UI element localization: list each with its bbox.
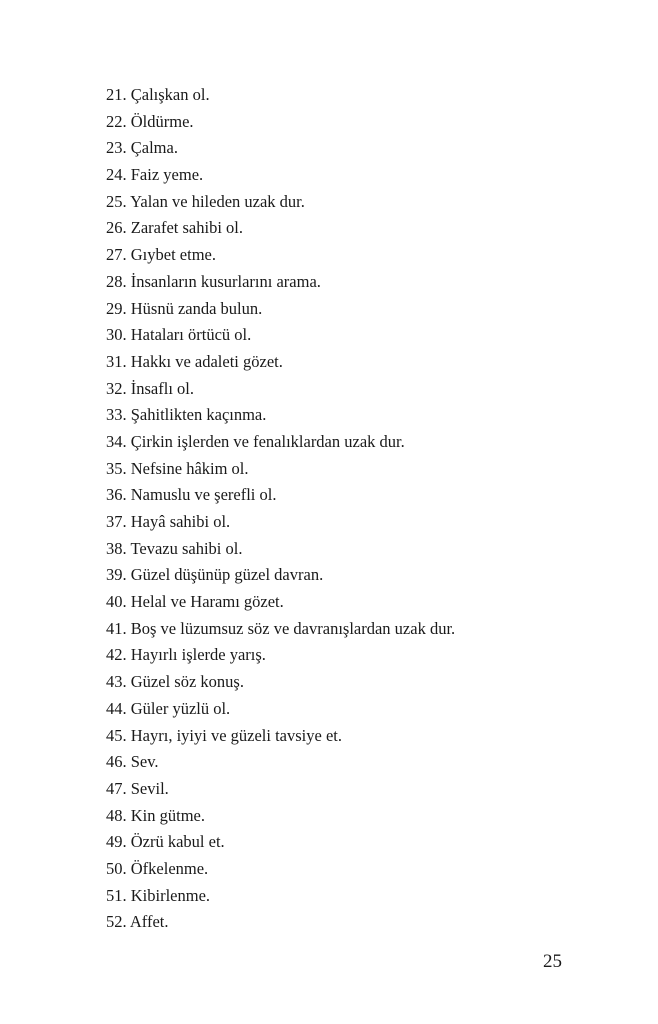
list-item: 41. Boş ve lüzumsuz söz ve davranışlardan uzak dur.	[106, 618, 456, 638]
list-item: 36. Namuslu ve şerefli ol.	[106, 485, 277, 505]
list-item: 28. İnsanların kusurlarını arama.	[106, 271, 321, 291]
list-item: 32. İnsaflı ol.	[106, 378, 194, 398]
list-item: 49. Özrü kabul et.	[106, 832, 225, 852]
list-item: 52. Affet.	[106, 912, 169, 932]
list-item: 46. Sev.	[106, 752, 159, 772]
list-item: 24. Faiz yeme.	[106, 165, 204, 185]
list-item: 40. Helal ve Haramı gözet.	[106, 592, 284, 612]
list-item: 35. Nefsine hâkim ol.	[106, 458, 249, 478]
list-item: 27. Gıybet etme.	[106, 245, 216, 265]
list-item: 47. Sevil.	[106, 778, 169, 798]
list-item: 44. Güler yüzlü ol.	[106, 698, 231, 718]
page-number: 25	[543, 951, 562, 972]
list-item: 42. Hayırlı işlerde yarış.	[106, 645, 266, 665]
list-item: 45. Hayrı, iyiyi ve güzeli tavsiye et.	[106, 725, 342, 745]
list-item: 30. Hataları örtücü ol.	[106, 325, 252, 345]
list-item: 43. Güzel söz konuş.	[106, 672, 244, 692]
list-item: 38. Tevazu sahibi ol.	[106, 538, 243, 558]
list-item: 37. Hayâ sahibi ol.	[106, 512, 231, 531]
list-item: 50. Öfkelenme.	[106, 858, 209, 878]
list-item: 39. Güzel düşünüp güzel davran.	[106, 565, 324, 585]
list-item: 51. Kibirlenme.	[106, 885, 211, 905]
list-item: 29. Hüsnü zanda bulun.	[106, 298, 263, 318]
list-item: 34. Çirkin işlerden ve fenalıklardan uzak dur.	[106, 431, 405, 451]
list-item: 21. Çalışkan ol.	[106, 85, 210, 104]
list-item: 23. Çalma.	[106, 138, 178, 158]
list-item: 31. Hakkı ve adaleti gözet.	[106, 351, 283, 371]
list-item: 48. Kin gütme.	[106, 805, 205, 825]
list-item: 25. Yalan ve hileden uzak dur.	[106, 191, 305, 211]
list-item: 33. Şahitlikten kaçınma.	[106, 405, 267, 425]
list-item: 26. Zarafet sahibi ol.	[106, 218, 243, 238]
list-item: 22. Öldürme.	[106, 111, 194, 131]
advice-list	[106, 82, 455, 936]
